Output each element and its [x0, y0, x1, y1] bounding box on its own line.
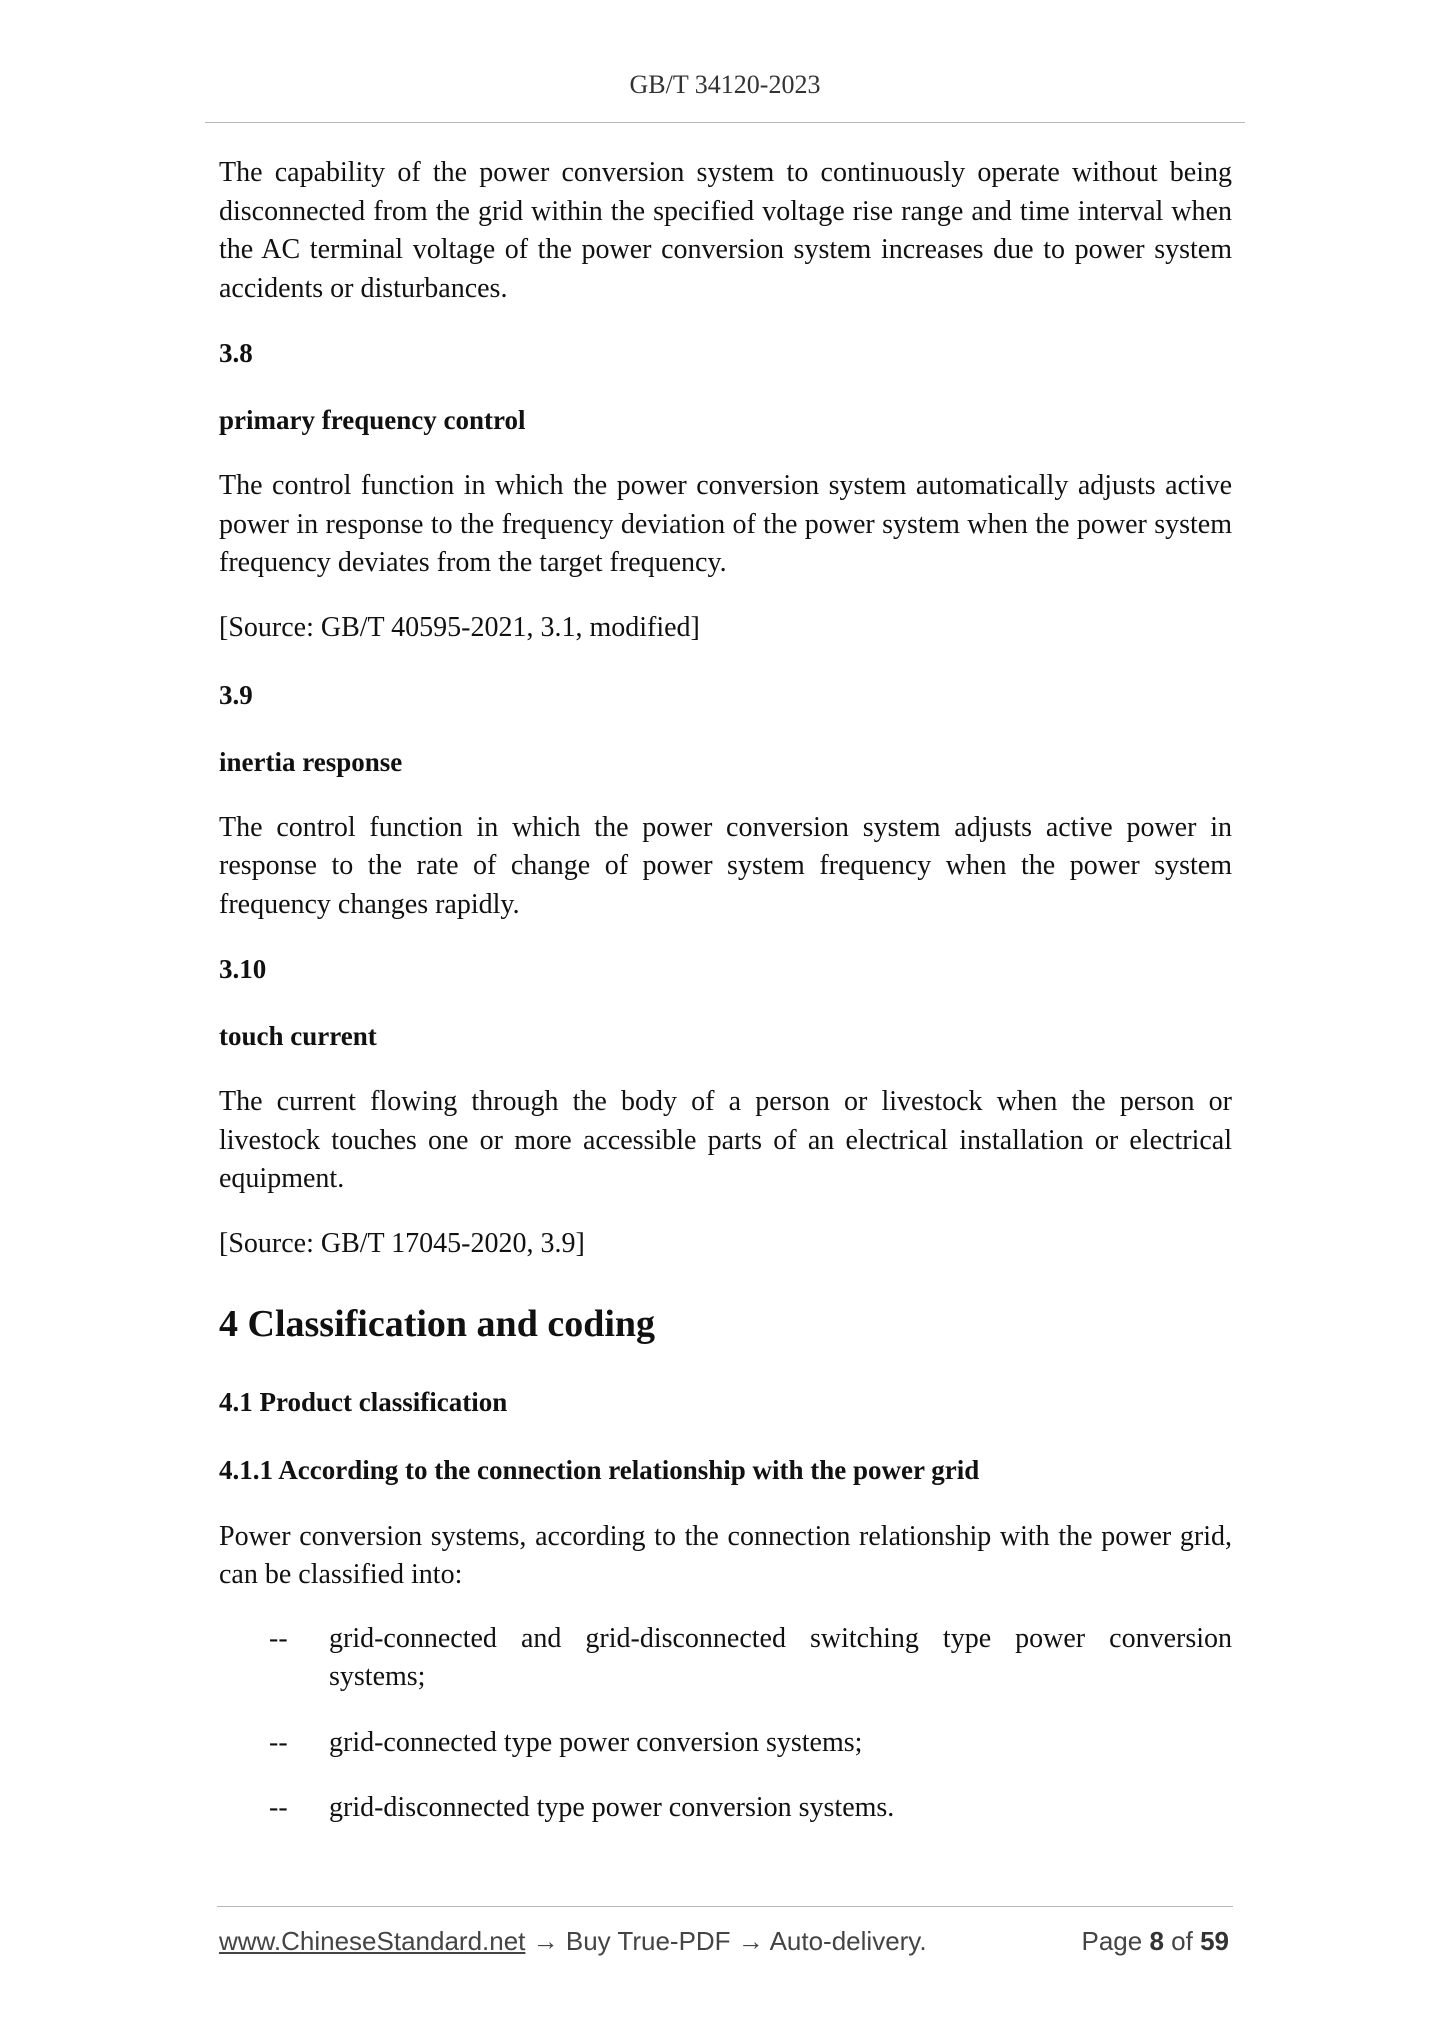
list-item — [219, 1789, 1232, 1828]
definition-3-10: The current flowing through the body of a person or livestock when the person or livestock touches one or more accessible parts of an electrical installation or electrical equipment. — [219, 1086, 1232, 1194]
page-indicator — [1081, 1926, 1229, 1957]
chapter-heading: 4 Classification and coding — [219, 1302, 656, 1345]
clause-number-3-8: 3.8 — [219, 338, 253, 368]
clause-number-3-10: 3.10 — [219, 954, 267, 984]
list-item-text: grid-connected and grid-disconnected switching type power conversion systems; — [329, 1622, 1232, 1692]
page-label: Page — [1081, 1926, 1143, 1956]
header-divider — [205, 122, 1245, 123]
promo-text: → Buy True-PDF → Auto-delivery. — [525, 1926, 927, 1956]
list-item — [219, 1724, 1232, 1763]
source-note-3-8: [Source: GB/T 40595-2021, 3.1, modified] — [219, 611, 700, 643]
list-marker: -- — [269, 1792, 288, 1823]
term-inertia-response: inertia response — [219, 746, 403, 777]
definition-3-9: The control function in which the power conversion system adjusts active power in response to the rate of change of power system frequency when the power system frequency changes rapidly. — [219, 811, 1232, 920]
classification-intro: Power conversion systems, according to the connection relationship with the power grid, can be classified into: — [219, 1520, 1232, 1590]
website-link[interactable]: www.ChineseStandard.net — [219, 1926, 526, 1956]
term-touch-current: touch current — [219, 1021, 377, 1051]
page-number: 8 — [1149, 1926, 1164, 1956]
section-heading: 4.1 Product classification — [219, 1386, 508, 1417]
of-label: of — [1171, 1926, 1193, 1956]
definition-3-8: The control function in which the power conversion system automatically adjusts active power in response to the frequency deviation of the power system when the power system frequency deviates from the target frequency. — [219, 470, 1232, 578]
footer-promo — [219, 1926, 927, 1957]
list-item — [219, 1620, 1232, 1697]
list-item-text: grid-connected type power conversion systems; — [329, 1726, 863, 1758]
list-item-text: grid-disconnected type power conversion systems. — [329, 1792, 895, 1823]
subsection-heading: 4.1.1 According to the connection relationship with the power grid — [219, 1454, 980, 1485]
list-marker: -- — [269, 1726, 288, 1758]
source-note-3-10: [Source: GB/T 17045-2020, 3.9] — [219, 1227, 585, 1259]
clause-number-3-9: 3.9 — [219, 679, 253, 710]
classification-list — [219, 1620, 1232, 1828]
term-primary-frequency-control: primary frequency control — [219, 405, 526, 435]
list-marker: -- — [269, 1622, 288, 1654]
standard-id: GB/T 34120-2023 — [629, 70, 821, 99]
document-header — [205, 70, 1245, 100]
page-footer — [219, 1926, 1229, 1966]
footer-divider — [217, 1906, 1233, 1907]
page-content — [219, 154, 1232, 1855]
intro-paragraph: The capability of the power conversion system to continuously operate without being disconnected from the grid within the specified voltage rise range and time interval when the AC terminal voltage of the power conversion system increases due to power system accidents or disturbances. — [219, 157, 1232, 304]
page-total: 59 — [1200, 1926, 1229, 1956]
